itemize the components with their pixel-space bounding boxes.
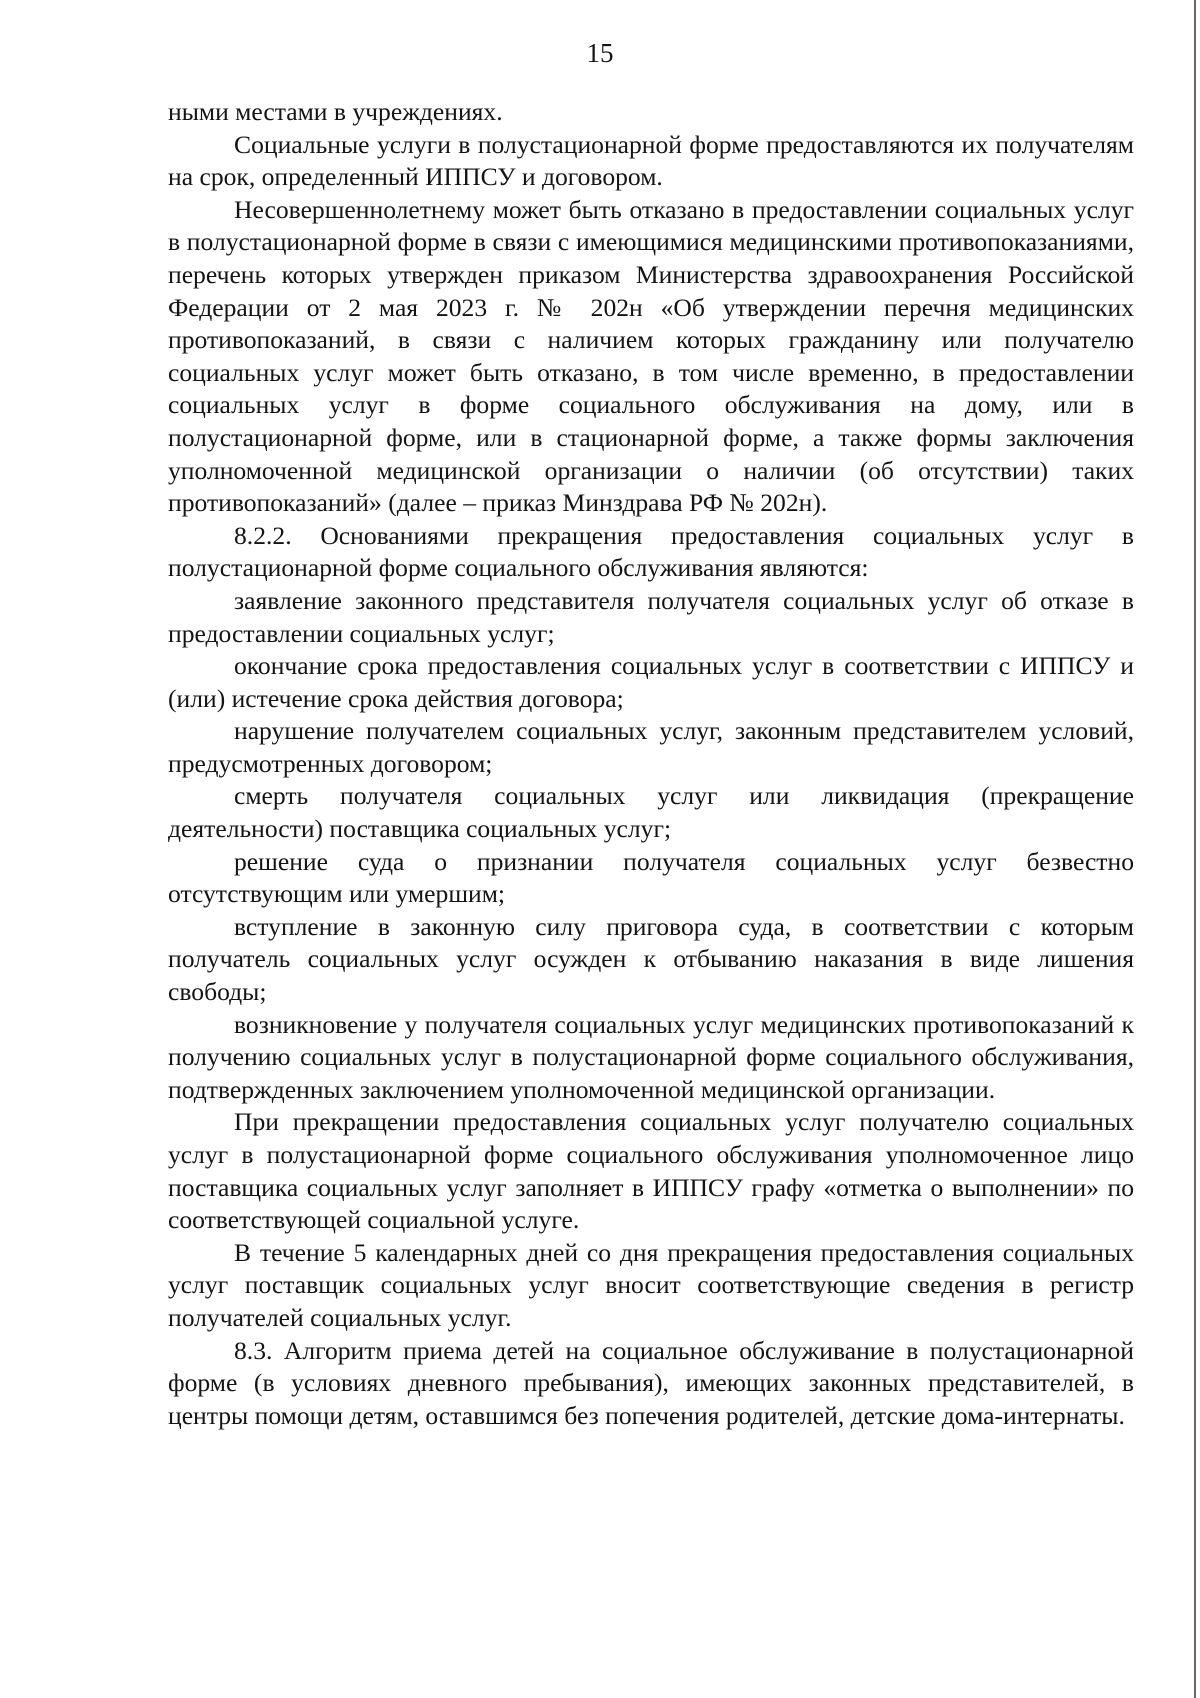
page-number: 15: [586, 38, 614, 68]
paragraph: Социальные услуги в полустационарной форме предоставляются их получателям на срок, определенный ИППСУ и договором.: [168, 129, 1134, 192]
paragraph: окончание срока предоставления социальных услуг в соответствии с ИППСУ и (или) истечение срока действия договора;: [168, 651, 1134, 713]
scan-edge-line: [1194, 0, 1196, 1698]
paragraph: Несовершеннолетнему может быть отказано в предоставлении социальных услуг в полустационарной форме в связи с имеющимися медицинскими противопоказаниями, перечень которых утвержден приказом Министерства здравоохранения Российской Федерации от 2 мая 2023 г. № 202н «Об утверждении перечня медицинских противопоказаний, в связи с наличием которых гражданину или получателю социальных услуг может быть отказано, в том числе временно, в предоставлении социальных услуг в форме социального обслуживания на дому, или в полустационарной форме, или в стационарной форме, а также формы заключения уполномоченной медицинской организации о наличии (об отсутствии) таких противопоказаний» (далее – приказ Минздрава РФ № 202н).: [168, 194, 1134, 518]
paragraph: 8.3. Алгоритм приема детей на социальное обслуживание в полустационарной форме (в условиях дневного пребывания), имеющих законных представителей, в центры помощи детям, оставшимся без попечения родителей, детские дома-интернаты.: [168, 1335, 1134, 1430]
paragraph: В течение 5 календарных дней со дня прекращения предоставления социальных услуг поставщик социальных услуг вносит соответствующие сведения в регистр получателей социальных услуг.: [168, 1237, 1134, 1332]
paragraph: нарушение получателем социальных услуг, законным представителем условий, предусмотренных договором;: [168, 716, 1134, 778]
paragraph: решение суда о признании получателя социальных услуг безвестно отсутствующим или умершим;: [168, 846, 1134, 909]
paragraph: заявление законного представителя получателя социальных услуг об отказе в предоставлении социальных услуг;: [168, 585, 1134, 648]
paragraph: 8.2.2. Основаниями прекращения предоставления социальных услуг в полустационарной форме социального обслуживания являются:: [168, 520, 1134, 583]
paragraph: смерть получателя социальных услуг или ликвидация (прекращение деятельности) поставщика социальных услуг;: [168, 781, 1134, 844]
document-body: [168, 96, 1134, 1432]
paragraph: При прекращении предоставления социальных услуг получателю социальных услуг в полустационарной форме социального обслуживания уполномоченное лицо поставщика социальных услуг заполняет в ИППСУ графу «отметка о выполнении» по соответствующей социальной услуге.: [168, 1107, 1134, 1235]
paragraph: вступление в законную силу приговора суда, в соответствии с которым получатель социальных услуг осужден к отбыванию наказания в виде лишения свободы;: [168, 911, 1134, 1007]
paragraph: возникновение у получателя социальных услуг медицинских противопоказаний к получению социальных услуг в полустационарной форме социального обслуживания, подтвержденных заключением уполномоченной медицинской организации.: [168, 1009, 1134, 1104]
paragraph: ными местами в учреждениях.: [168, 97, 503, 126]
